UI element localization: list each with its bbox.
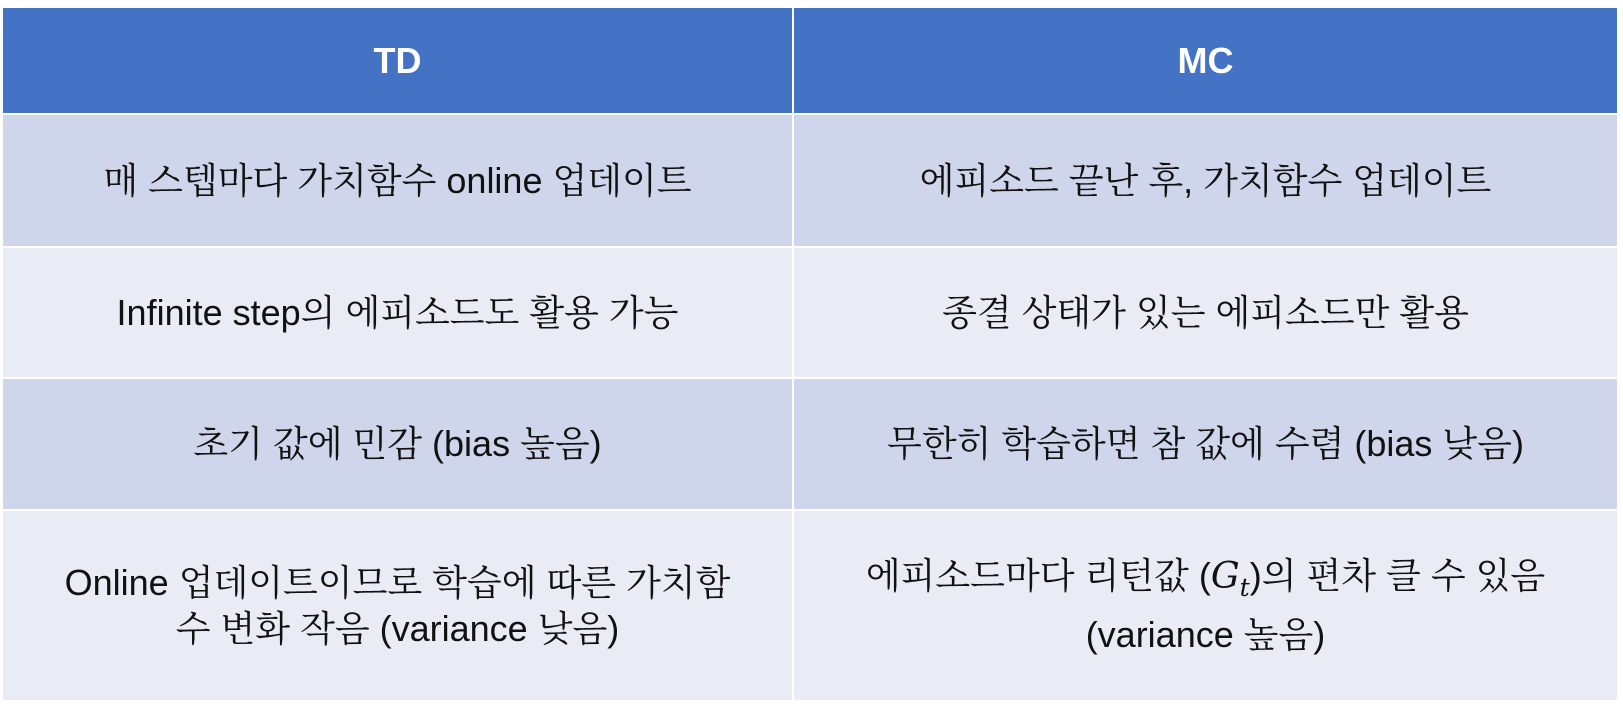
row-1-mc — [794, 115, 1617, 246]
row-3-mc-text: 무한히 학습하면 참 값에 수렴 (bias 낮음) — [887, 423, 1524, 464]
row-3-td — [3, 379, 792, 509]
return-symbol-subscript: t — [1239, 573, 1250, 603]
row-4-mc-suffix: )의 편차 클 수 있음 — [1249, 555, 1546, 597]
header-mc — [794, 8, 1617, 113]
row-3-mc — [794, 379, 1617, 509]
row-4-mc — [794, 511, 1617, 700]
row-2-mc-text: 종결 상태가 있는 에피소드만 활용 — [942, 291, 1469, 333]
header-td-label: TD — [373, 39, 422, 81]
row-4-td — [3, 511, 792, 700]
comparison-table — [3, 8, 1617, 700]
header-td — [3, 8, 792, 113]
row-4-mc-prefix: 에피소드마다 리턴값 ( — [865, 555, 1211, 597]
row-2-td — [3, 248, 792, 377]
row-3-td-text: 초기 값에 민감 (bias 높음) — [193, 423, 602, 464]
header-mc-label: MC — [1177, 39, 1234, 81]
return-symbol-base: G — [1210, 556, 1240, 598]
row-4-td-text — [65, 560, 731, 652]
row-4-mc-text — [866, 553, 1545, 657]
row-4-td-line2: 수 변화 작음 (variance 낮음) — [175, 607, 620, 649]
row-2-td-text: Infinite step의 에피소드도 활용 가능 — [116, 291, 679, 333]
row-4-td-line1: Online 업데이트이므로 학습에 따른 가치함 — [64, 561, 731, 603]
row-1-mc-text: 에피소드 끝난 후, 가치함수 업데이트 — [919, 159, 1492, 201]
row-4-mc-line2: (variance 높음) — [1085, 613, 1326, 655]
row-2-mc — [794, 248, 1617, 377]
return-symbol — [1211, 554, 1250, 611]
row-1-td — [3, 115, 792, 246]
row-1-td-text: 매 스텝마다 가치함수 online 업데이트 — [103, 159, 692, 201]
